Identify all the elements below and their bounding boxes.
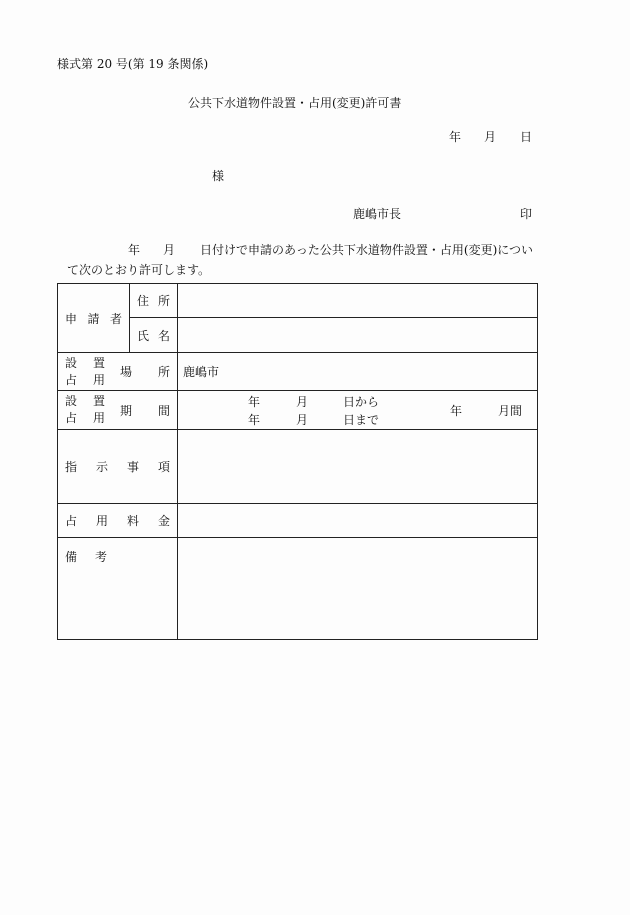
fee-label: 占 用 料 金	[65, 514, 170, 528]
applicant-name-field[interactable]	[178, 318, 538, 353]
intro-month-label: 月	[163, 243, 176, 257]
fee-label-cell	[58, 504, 178, 538]
period-to-month: 月	[296, 413, 309, 427]
fee-field[interactable]	[178, 504, 538, 538]
date-month-label: 月	[484, 130, 497, 144]
addressee-suffix: 様	[212, 169, 225, 183]
applicant-label-cell	[58, 284, 130, 353]
place-label: 設 置 占 用 場 所	[65, 355, 170, 387]
period-to-day: 日まで	[343, 413, 380, 427]
name-label-cell	[130, 318, 178, 353]
remarks-label-cell	[58, 538, 178, 640]
applicant-address-row	[58, 284, 538, 318]
place-label-cell	[58, 353, 178, 391]
applicant-address-field[interactable]	[178, 284, 538, 318]
instructions-label: 指 示 事 項	[65, 460, 170, 474]
place-field[interactable]	[178, 353, 538, 391]
address-label-cell	[130, 284, 178, 318]
fee-row	[58, 504, 538, 538]
form-number: 様式第 20 号(第 19 条関係)	[57, 57, 209, 71]
period-total-months: 月間	[498, 404, 523, 418]
applicant-name-row	[58, 318, 538, 353]
intro-line-2: て次のとおり許可します。	[67, 263, 211, 277]
permit-table	[57, 283, 538, 640]
remarks-row	[58, 538, 538, 640]
address-label: 住 所	[137, 294, 170, 308]
date-day-label: 日	[520, 130, 533, 144]
period-label-cell	[58, 391, 178, 430]
period-from-day: 日から	[343, 395, 380, 409]
period-row	[58, 391, 538, 430]
date-year-label: 年	[449, 130, 462, 144]
period-from-year: 年	[248, 395, 261, 409]
remarks-label: 備 考	[65, 550, 107, 564]
seal-mark: 印	[520, 207, 533, 221]
period-label: 設 置 占 用 期 間	[65, 394, 170, 425]
place-value: 鹿嶋市	[183, 365, 220, 379]
applicant-label: 申 請 者	[65, 311, 122, 326]
period-from-month: 月	[296, 395, 309, 409]
document-title: 公共下水道物件設置・占用(変更)許可書	[188, 96, 402, 110]
issuer-name: 鹿嶋市長	[353, 207, 402, 221]
instructions-label-cell	[58, 430, 178, 504]
period-field[interactable]	[178, 391, 538, 430]
place-row	[58, 353, 538, 391]
instructions-row	[58, 430, 538, 504]
name-label: 氏 名	[137, 328, 170, 343]
intro-year-label: 年	[128, 243, 141, 257]
period-total-year: 年	[450, 404, 463, 418]
instructions-field[interactable]	[178, 430, 538, 504]
period-to-year: 年	[248, 413, 261, 427]
remarks-field[interactable]	[178, 538, 538, 640]
intro-line-1: 日付けで申請のあった公共下水道物件設置・占用(変更)につい	[200, 243, 534, 257]
